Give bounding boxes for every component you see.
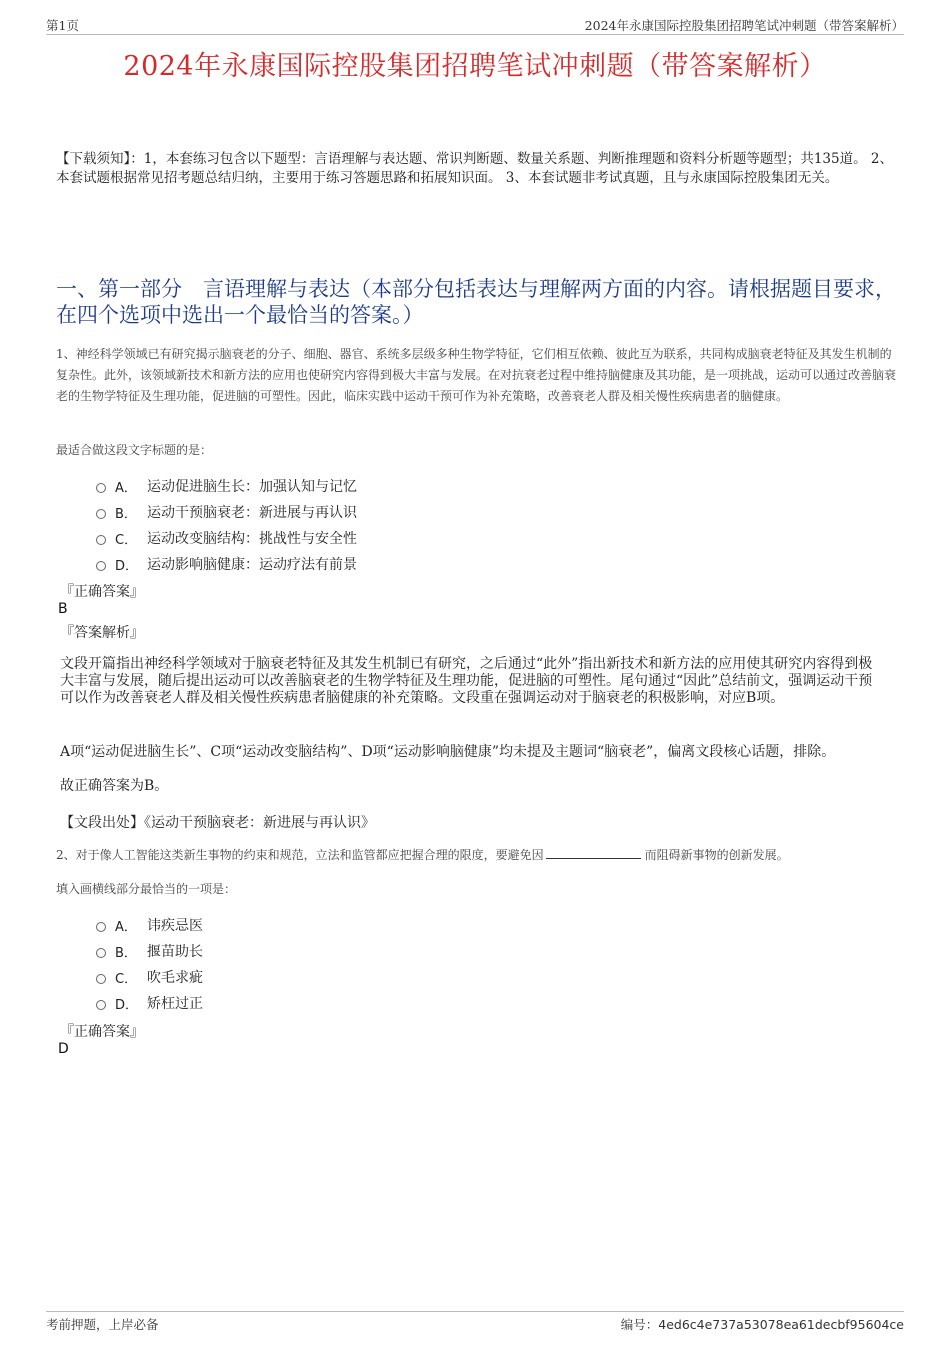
- page-title: 2024年永康国际控股集团招聘笔试冲刺题（带答案解析）: [123, 51, 827, 82]
- option-a[interactable]: [96, 473, 357, 499]
- question-1-options: [96, 473, 357, 577]
- footer-code: [621, 1315, 904, 1333]
- page-header: [46, 14, 904, 35]
- radio-icon[interactable]: [96, 483, 106, 493]
- option-text: 揠苗助长: [147, 944, 203, 960]
- radio-icon[interactable]: [96, 922, 106, 932]
- option-text: 吹毛求疵: [147, 970, 203, 986]
- question-2-text-before: 2、对于像人工智能这类新生事物的约束和规范，立法和监管都应把握合理的限度，要避免因: [56, 848, 544, 862]
- option-b[interactable]: [96, 499, 357, 525]
- footer-code-label: 编号：: [620, 1317, 659, 1332]
- correct-answer-label: 『正确答案』: [60, 584, 144, 600]
- option-d[interactable]: [96, 551, 357, 577]
- question-2-prompt: 填入画横线部分最恰当的一项是：: [56, 882, 237, 896]
- question-2-options: [96, 912, 203, 1016]
- radio-icon[interactable]: [96, 561, 106, 571]
- option-letter: C．: [115, 971, 138, 987]
- radio-icon[interactable]: [96, 974, 106, 984]
- option-letter: D．: [115, 558, 139, 574]
- analysis-label: 『答案解析』: [60, 625, 144, 641]
- option-c[interactable]: [96, 525, 357, 551]
- radio-icon[interactable]: [96, 1000, 106, 1010]
- correct-answer: B: [58, 601, 68, 617]
- option-letter: D．: [115, 997, 139, 1013]
- question-2-text: [56, 845, 896, 866]
- option-text: 运动干预脑衰老：新进展与再认识: [147, 505, 357, 521]
- footer-code-value: 4ed6c4e737a53078ea61decbf95604ce: [658, 1317, 904, 1332]
- option-a[interactable]: [96, 912, 203, 938]
- option-b[interactable]: [96, 938, 203, 964]
- option-text: 运动改变脑结构：挑战性与安全性: [147, 531, 357, 547]
- radio-icon[interactable]: [96, 535, 106, 545]
- option-letter: A．: [115, 480, 137, 496]
- correct-answer-label: 『正确答案』: [60, 1024, 144, 1040]
- download-notice: 【下载须知】：1，本套练习包含以下题型：言语理解与表达题、常识判断题、数量关系题、判断推理题和资料分析题等题型；共135道。 2、本套试题根据常见招考题总结归纳，主要用于练习答题思路和拓展知识面。 3、本套试题非考试真题，且与永康国际控股集团无关。: [56, 151, 893, 186]
- option-letter: A．: [115, 919, 137, 935]
- option-letter: B．: [115, 945, 137, 961]
- option-c[interactable]: [96, 964, 203, 990]
- header-doc-title: 2024年永康国际控股集团招聘笔试冲刺题（带答案解析）: [584, 18, 904, 33]
- fill-blank: [546, 847, 641, 859]
- option-text: 矫枉过正: [147, 996, 203, 1012]
- option-text: 讳疾忌医: [147, 918, 203, 934]
- radio-icon[interactable]: [96, 509, 106, 519]
- page-number: 第1页: [46, 18, 79, 33]
- option-letter: B．: [115, 506, 137, 522]
- footer-slogan: 考前押题，上岸必备: [46, 1317, 159, 1332]
- option-text: 运动促进脑生长：加强认知与记忆: [147, 479, 357, 495]
- correct-answer: D: [58, 1041, 69, 1057]
- section-heading: 一、第一部分 言语理解与表达（本部分包括表达与理解两方面的内容。请根据题目要求，在四个选项中选出一个最恰当的答案。）: [56, 277, 896, 327]
- option-letter: C．: [115, 532, 138, 548]
- analysis-paragraph: 故正确答案为B。: [60, 778, 169, 794]
- option-text: 运动影响脑健康：运动疗法有前景: [147, 557, 357, 573]
- source-citation: 【文段出处】《运动干预脑衰老：新进展与再认识》: [60, 815, 375, 831]
- page-footer: [46, 1311, 904, 1336]
- analysis-paragraph: 文段开篇指出神经科学领域对于脑衰老特征及其发生机制已有研究，之后通过“此外”指出新技术和新方法的应用使其研究内容得到极大丰富与发展，随后提出运动可以改善脑衰老的生物学特征及生理功能，促进脑的可塑性。尾句通过“因此”总结前文，强调运动干预可以作为改善衰老人群及相关慢性疾病患者脑健康的补充策略。文段重在强调运动对于脑衰老的积极影响，对应B项。: [60, 656, 873, 706]
- question-1-text: 1、神经科学领域已有研究揭示脑衰老的分子、细胞、器官、系统多层级多种生物学特征，它们相互依赖、彼此互为联系，共同构成脑衰老特征及其发生机制的复杂性。此外，该领域新技术和新方法的应用也使研究内容得到极大丰富与发展。在对抗衰老过程中维持脑健康及其功能，是一项挑战，运动可以通过改善脑衰老的生物学特征及生理功能，促进脑的可塑性。因此，临床实践中运动干预可作为补充策略，改善衰老人群及相关慢性疾病患者的脑健康。: [56, 347, 897, 403]
- question-1-prompt: 最适合做这段文字标题的是：: [56, 443, 213, 457]
- option-d[interactable]: [96, 990, 203, 1016]
- question-2-text-after: 而阻碍新事物的创新发展。: [644, 848, 789, 862]
- radio-icon[interactable]: [96, 948, 106, 958]
- analysis-paragraph: A项“运动促进脑生长”、C项“运动改变脑结构”、D项“运动影响脑健康”均未提及主题词“脑衰老”，偏离文段核心话题，排除。: [60, 744, 836, 760]
